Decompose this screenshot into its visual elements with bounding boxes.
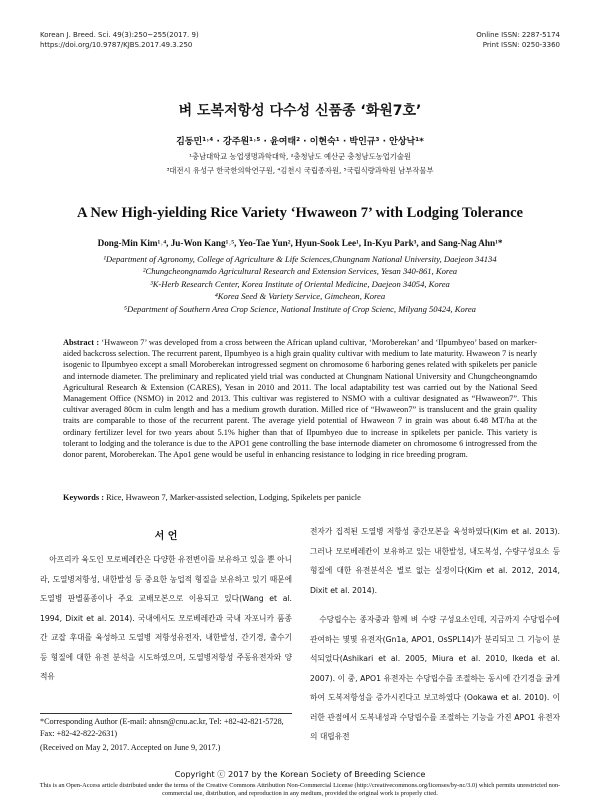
intro-paragraph-1: 아프리카 육도인 모로베레칸은 다양한 유전변이를 보유하고 있을 뿐 아니라, 도열병저항성, 내한발성 등 중요한 농업적 형질을 보유하고 있기 때문에 도열병 판별품종이나 주요 교배모본으로 이용되고 있다(Wang et al. 1994, Dixit et al. 2014). 국내에서도 모로베레칸과 국내 자포니카 품종간 교잡 후대를 육성하고 도열병 저항성유전자, 내한발성, 간기경, 출수기 등 형질에 대한 유전 분석을 시도하였으며, 도열병저항성 주동유전자와 양적유 (40, 555, 292, 681)
corresponding-author-note: *Corresponding Author (E-mail: ahnsn@cnu.ac.kr, Tel: +82-42-821-5728, Fax: +82-42-822-2631) (40, 717, 284, 738)
korean-affiliation-2: ³대전시 유성구 한국한의학연구원, ⁴김천시 국립종자원, ⁵국립식량과학원 남부작물부 (166, 166, 434, 175)
license-text: This is an Open-Access article distributed under the terms of the Creative Commons Attribution Non-Commercial License (http://creativecommons.org/licenses/by-nc/3.0) which permits unrestricted non-commercial use, distribution, and reproduction in any medium, provided the original work is properly cited. (39, 782, 561, 797)
copyright-line: Copyright ⓒ 2017 by the Korean Society of Breeding Science (174, 769, 426, 779)
section-heading-introduction: 서 언 (154, 531, 178, 542)
korean-authors: 김동민¹˒⁴ · 강주원¹˒⁵ · 윤여태² · 이현숙¹ · 박인규³ · 안상낙¹* (176, 137, 424, 147)
affiliation-3: ³K-Herb Research Center, Korea Institute of Oriental Medicine, Daejeon 34054, Korea (150, 278, 450, 289)
affiliation-5: ⁵Department of Southern Area Crop Science, National Institute of Crop Scienc, Milyang 50424, Korea (124, 303, 476, 314)
english-affiliations (40, 253, 560, 315)
english-authors: Dong-Min Kim¹˒⁴, Ju-Won Kang¹˒⁵, Yeo-Tae Yun², Hyun-Sook Lee¹, In-Kyu Park³, and Sang-Nag Ahn¹* (97, 238, 503, 248)
print-issn: Print ISSN: 0250-3360 (482, 41, 560, 49)
doi-link[interactable]: https://doi.org/10.9787/KJBS.2017.49.3.250 (40, 41, 193, 49)
intro-right-column (310, 522, 560, 747)
affiliation-2: ²Chungcheongnamdo Agricultural Research and Extension Services, Yesan 340-861, Korea (142, 266, 458, 277)
abstract-label: Abstract : (63, 338, 102, 347)
affiliation-4: ⁴Korea Seed & Variety Service, Gimcheon, Korea (214, 291, 386, 302)
korean-affiliation-1: ¹충남대학교 농업생명과학대학, ²충청남도 예산군 충청남도농업기술원 (189, 152, 411, 161)
intro-paragraph-2: 수당립수는 종자중과 함께 벼 수량 구성요소인데, 지금까지 수당립수에 관여하는 몇몇 유전자(Gn1a, APO1, OsSPL14)가 분리되고 그 기능이 분석되었다(Ashikari et al. 2005, Miura et al. 2010, Ikeda et al. 2007). 이 중, APO1 유전자는 수당립수를 조절하는 동시에 간기경을 굵게 하여 도복저항성을 증가시킨다고 보고하였다 (Ookawa et al. 2010). 이러한 관점에서 도복내성과 수당립수를 조절하는 기능을 가진 APO1 유전자의 대립유전 (310, 615, 560, 741)
keywords (63, 493, 537, 502)
intro-left-column (40, 550, 292, 687)
journal-citation: Korean J. Breed. Sci. 49(3):250~255(2017. 9) (40, 31, 199, 39)
footnote-divider (40, 713, 292, 714)
english-title: A New High-yielding Rice Variety ‘Hwaweon 7’ with Lodging Tolerance (76, 205, 524, 221)
keywords-label: Keywords : (63, 493, 107, 502)
abstract-text: ‘Hwaweon 7’ was developed from a cross between the African upland cultivar, ‘Moroberekan’ and ‘Ilpumbyeo’ based on marker-aided backcross selection. The recurrent parent, Ilpumbyeo is a high grain quality cultivar with medium to late maturity. Hwaweon 7 is nearly isogenic to Ilpumbyeo except a small Moroberekan introgressed segment on chromosome 6 harboring genes related with spikelets per panicle and internode diameter. The preliminary and replicated yield trial was conducted at Chungnam National University and Chungcheongnamdo Agricultural Research & Extension (CARES), Yesan in 2010 and 2011. The local adaptability test was carried out by the National Seed Management Office (NSMO) in 2012 and 2013. This cultivar was registered to NSMO with a cultivar designated as “Hwaweon7”. This cultivar averaged 80cm in culm length and has a medium growth duration. Milled rice of “Hwaweon7” is translucent and the grain quality traits are comparable to those of the recurrent parent. The average yield potential of Hwaweon 7 in grain was about 6.48 MT/ha at the ordinary fertilizer level for two years about 5.1% higher than that of Ilpumbyeo due to increase in spikelets per panicle. This variety is tolerant to lodging and the tolerance is due to the APO1 gene controlling the base internode diameter on chromosome 6 introgressed from the donor parent, Moroberekan. The Apo1 gene would be useful in enhancing resistance to lodging in rice breeding program. (63, 338, 537, 460)
abstract (63, 337, 537, 460)
received-date: (Received on May 2, 2017. Accepted on June 9, 2017.) (40, 743, 221, 752)
korean-title: 벼 도복저항성 다수성 신품종 ‘화원7호’ (178, 103, 422, 119)
online-issn: Online ISSN: 2287-5174 (476, 31, 560, 39)
keywords-text: Rice, Hwaweon 7, Marker-assisted selection, Lodging, Spikelets per panicle (106, 493, 361, 502)
intro-paragraph-continued: 전자가 집적된 도열병 저항성 중간모본을 육성하였다(Kim et al. 2013). 그러나 모로베레칸이 보유하고 있는 내한발성, 내도복성, 수량구성요소 등 형질에 대한 유전분석은 별로 없는 실정이다(Kim et al. 2012, 2014, Dixit et al. 2014). (310, 527, 560, 595)
affiliation-1: ¹Department of Agronomy, College of Agriculture & Life Sciences,Chungnam National University, Daejeon 34134 (103, 254, 497, 264)
